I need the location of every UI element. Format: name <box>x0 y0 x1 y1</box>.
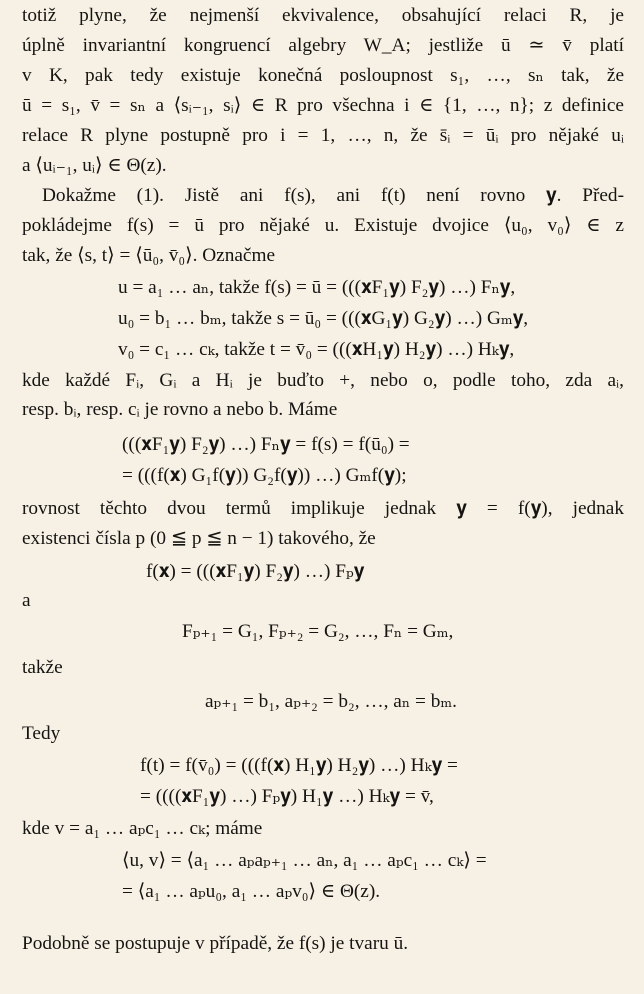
text-line-existenci: existenci čísla p (0 ≦ p ≦ n − 1) takového, že <box>22 528 376 549</box>
text-line-4: ū = s₁, v̄ = sₙ a ⟨sᵢ₋₁, sᵢ⟩ ∈ R pro všechna i ∈ {1, …, n}; z definice <box>22 95 624 116</box>
paragraph-dokazme-line-1: Dokažme (1). Jistě ani f(s), ani f(t) není rovno 𝐲. Před- <box>42 185 624 206</box>
text-line-1: totiž plyne, že nejmenší ekvivalence, obsahující relaci R, je <box>22 5 624 26</box>
text-line-rovnost: rovnost těchto dvou termů implikuje jednak 𝐲 = f(𝐲), jednak <box>22 498 624 519</box>
equation-v0: v₀ = c₁ … cₖ, takže t = v̄₀ = (((𝐱H₁𝐲) H₂𝐲) …) Hₖ𝐲, <box>118 339 515 360</box>
text-line-3: v K, pak tedy existuje konečná posloupnost s₁, …, sₙ tak, že <box>22 65 624 86</box>
text-line-6: a ⟨uᵢ₋₁, uᵢ⟩ ∈ Θ(z). <box>22 155 167 176</box>
equation-u0: u₀ = b₁ … bₘ, takže s = ū₀ = (((𝐱G₁𝐲) G₂𝐲) …) Gₘ𝐲, <box>118 308 529 329</box>
equation-fx: f(𝐱) = (((𝐱F₁𝐲) F₂𝐲) …) Fₚ𝐲 <box>146 561 365 582</box>
text-kde-v: kde v = a₁ … aₚc₁ … cₖ; máme <box>22 818 263 839</box>
text-takze: takže <box>22 657 63 678</box>
equation-ft: f(t) = f(v̄₀) = (((f(𝐱) H₁𝐲) H₂𝐲) …) Hₖ𝐲 = <box>140 755 458 776</box>
text-line-resp: resp. bᵢ, resp. cᵢ je rovno a nebo b. Máme <box>22 399 338 420</box>
text-line-kde: kde každé Fᵢ, Gᵢ a Hᵢ je buďto +, nebo o, podle toho, zda aᵢ, <box>22 370 624 391</box>
paragraph-dokazme-line-3: tak, že ⟨s, t⟩ = ⟨ū₀, v̄₀⟩. Označme <box>22 245 276 266</box>
equation-uv: ⟨u, v⟩ = ⟨a₁ … aₚaₚ₊₁ … aₙ, a₁ … aₚc₁ … cₖ⟩ = <box>122 850 487 871</box>
equation-uv-cont: = ⟨a₁ … aₚu₀, a₁ … aₚv₀⟩ ∈ Θ(z). <box>122 881 381 902</box>
equation-u: u = a₁ … aₙ, takže f(s) = ū = (((𝐱F₁𝐲) F₂𝐲) …) Fₙ𝐲, <box>118 277 516 298</box>
text-podobne: Podobně se postupuje v případě, že f(s) je tvaru ū. <box>22 933 409 954</box>
text-line-2: úplně invariantní kongruencí algebry W_A; jestliže ū ≃ v̄ platí <box>22 35 624 56</box>
equation-F: Fₚ₊₁ = G₁, Fₚ₊₂ = G₂, …, Fₙ = Gₘ, <box>182 621 454 642</box>
equation-a: aₚ₊₁ = b₁, aₚ₊₂ = b₂, …, aₙ = bₘ. <box>205 691 457 712</box>
text-tedy: Tedy <box>22 723 61 744</box>
equation-fs: (((𝐱F₁𝐲) F₂𝐲) …) Fₙ𝐲 = f(s) = f(ū₀) = <box>122 434 410 455</box>
equation-ft-cont: = ((((𝐱F₁𝐲) …) Fₚ𝐲) H₁𝐲 …) Hₖ𝐲 = v̄, <box>140 786 434 807</box>
text-a: a <box>22 590 31 611</box>
equation-fs-cont: = (((f(𝐱) G₁f(𝐲)) G₂f(𝐲)) …) Gₘf(𝐲); <box>122 465 407 486</box>
text-line-5: relace R plyne postupně pro i = 1, …, n, že s̄ᵢ = ūᵢ pro nějaké uᵢ <box>22 125 624 146</box>
paragraph-dokazme-line-2: pokládejme f(s) = ū pro nějaké u. Existuje dvojice ⟨u₀, v₀⟩ ∈ z <box>22 215 624 236</box>
